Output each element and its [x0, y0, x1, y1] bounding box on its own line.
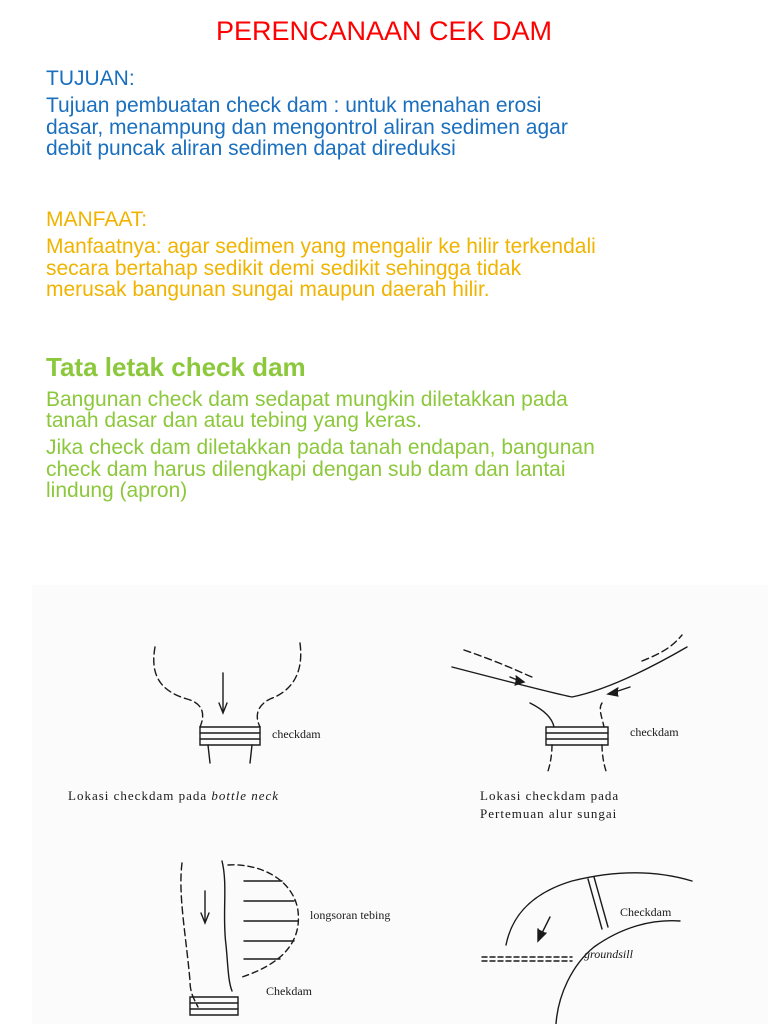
tata-letak-line: tanah dasar dan atau tebing yang keras.: [46, 408, 422, 432]
manfaat-line: merusak bangunan sungai maupun daerah hilir.: [46, 278, 490, 302]
tujuan-line: dasar, menampung dan mengontrol aliran sedimen agar: [46, 115, 568, 139]
tata-letak-paragraph-2: [46, 437, 746, 501]
checkdam-label: checkdam: [630, 725, 679, 739]
tata-letak-line: Jika check dam diletakkan pada tanah endapan, bangunan: [46, 436, 595, 460]
caption-pertemuan-line-2: Pertemuan alur sungai: [480, 806, 618, 821]
longsoran-tebing-label: longsoran tebing: [310, 908, 391, 922]
manfaat-line: Manfaatnya: agar sedimen yang mengalir ke hilir terkendali: [46, 235, 596, 259]
tata-letak-section: [46, 354, 746, 502]
checkdam-label: Checkdam: [620, 905, 672, 919]
checkdam-sketches: [32, 585, 768, 1024]
tata-letak-paragraph-1: [46, 389, 746, 432]
checkdam-label: checkdam: [272, 727, 321, 741]
chekdam-label: Chekdam: [266, 984, 312, 998]
manfaat-heading: MANFAAT:: [46, 208, 148, 231]
groundsill-label: groundsill: [584, 947, 633, 961]
tujuan-line: debit puncak aliran sedimen dapat direduksi: [46, 137, 456, 161]
page-title: PERENCANAAN CEK DAM: [215, 16, 553, 46]
manfaat-line: secara bertahap sedikit demi sedikit sehingga tidak: [46, 256, 522, 280]
tujuan-section: [46, 68, 746, 160]
caption-pertemuan-line-1: Lokasi checkdam pada: [480, 788, 620, 803]
tata-letak-line: check dam harus dilengkapi dengan sub dam dan lantai: [46, 457, 566, 481]
tujuan-text: [46, 95, 746, 159]
tata-letak-line: Bangunan check dam sedapat mungkin diletakkan pada: [46, 387, 568, 411]
tata-letak-heading: Tata letak check dam: [46, 352, 306, 382]
manfaat-text: [46, 236, 746, 300]
checkdam-location-figure: [32, 585, 768, 1024]
tata-letak-line: lindung (apron): [46, 479, 188, 503]
caption-bottle-neck-prefix: Lokasi checkdam pada: [68, 788, 212, 803]
tujuan-heading: TUJUAN:: [46, 67, 135, 90]
tujuan-line: Tujuan pembuatan check dam : untuk menahan erosi: [46, 94, 542, 118]
caption-bottle-neck-italic: bottle neck: [211, 788, 280, 803]
caption-bottle-neck: [68, 788, 279, 804]
manfaat-section: [46, 209, 746, 301]
